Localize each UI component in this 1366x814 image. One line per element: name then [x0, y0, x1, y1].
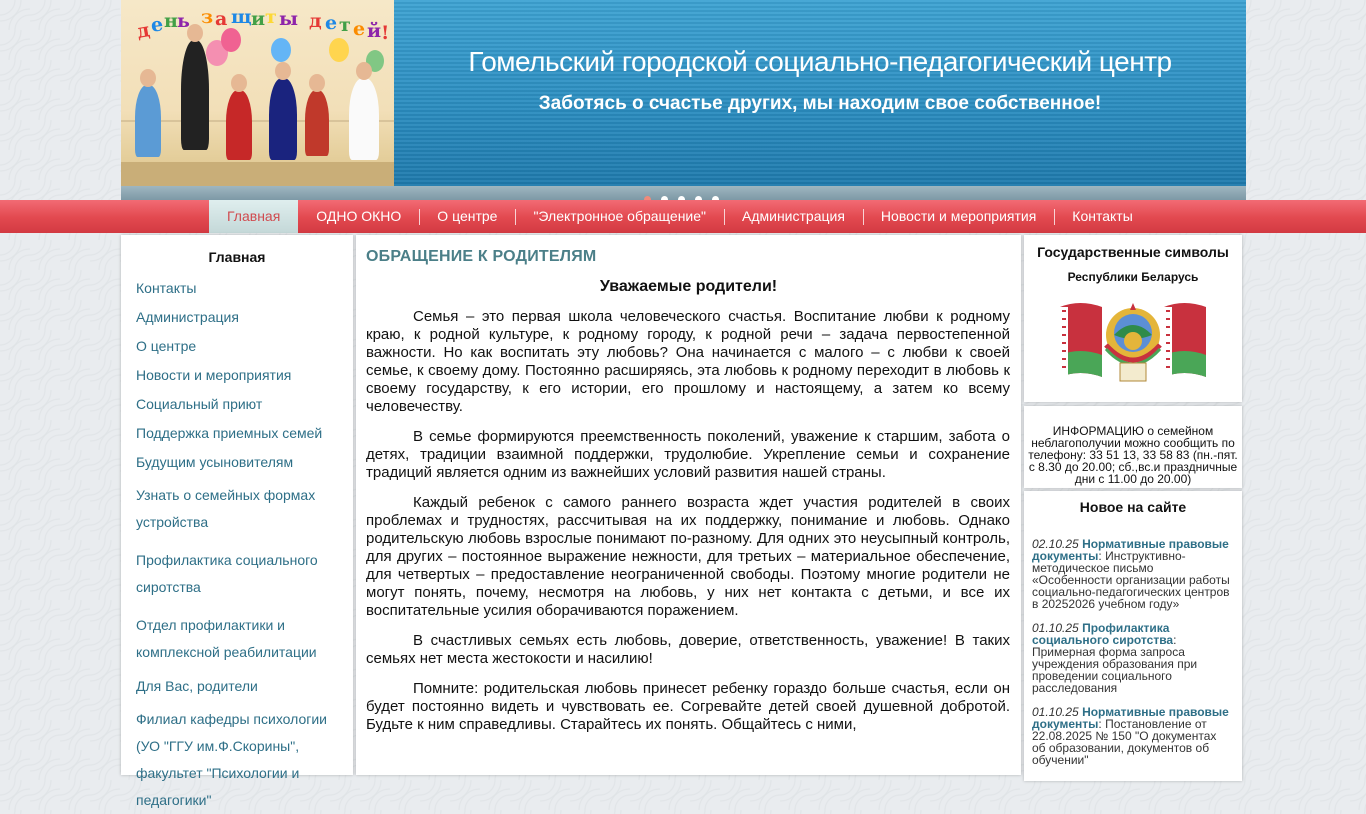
news-category-link[interactable]: Нормативные правовые документы — [1032, 537, 1229, 563]
sidebar-menu — [121, 235, 353, 808]
banner-photo — [121, 0, 394, 200]
news-title: Новое на сайте — [1079, 499, 1187, 515]
nav-administration[interactable]: Администрация — [724, 200, 863, 233]
news-block — [1024, 491, 1242, 781]
article-paragraph: Каждый ребенок с самого раннего возраста ждет участия родителей в своих проблемах и трудностях, рассчитывая на их поддержку, понимание и любовь. Однако родительскую любовь взрослые понимают по-разному. Для одних это неусыпный контроль, для других – постоянное выражение нежности, для третьих – материальное обеспечение, для четвертых – предоставление неограниченной свободы. Поэтому многие родители не могут понять, почему, несмотря на любовь, у них нет контакта с детьми, и все их воспитательные усилия оборачиваются поражением. — [366, 494, 1010, 619]
news-text: : Постановление от 22.08.2025 № 150 "О документах об образовании, документов об обучении" — [1032, 717, 1217, 767]
hotline-info: ИНФОРМАЦИЮ о семейном неблагополучии можно сообщить по телефону: 33 51 13, 33 58 83 (пн.-пят. с 8.30 до 20.00; сб.,вс.и праздничные дни с 11.00 до 20.00) — [1028, 424, 1238, 486]
page-title: ОБРАЩЕНИЕ К РОДИТЕЛЯМ — [366, 248, 597, 265]
nav-e-appeal[interactable]: "Электронное обращение" — [515, 200, 724, 233]
news-item — [1032, 706, 1230, 766]
state-symbols-image[interactable] — [1058, 295, 1208, 383]
news-date: 02.10.25 — [1032, 537, 1079, 551]
state-symbols-subtitle: Республики Беларусь — [1067, 270, 1199, 284]
site-slogan: Заботясь о счастье других, мы находим свое собственное! — [538, 93, 1102, 114]
banner-caption: д е н ь з а щ и т ы д е т е й ! — [135, 6, 390, 44]
slider-dots — [644, 190, 729, 200]
article-paragraph: Помните: родительская любовь принесет ребенку гораздо больше счастья, если он будет постоянно видеть и чувствовать ее. Согревайте детей своей душевной добротой. Будьте к ним справедливы. Старайтесь их понять. Общайтесь с ними, — [366, 680, 1010, 733]
article-paragraph: В семье формируются преемственность поколений, уважение к старшим, забота о детях, традиции взаимной поддержки, трудолюбие. Укрепление семьи и сохранение традиций является одним из важнейших условий развития нашей страны. — [366, 428, 1010, 481]
sidebar-item-orphanhood-prevention[interactable]: Профилактика социального сиротства — [136, 552, 318, 595]
sidebar-item-foster-families[interactable]: Поддержка приемных семей — [136, 425, 323, 441]
nav-about[interactable]: О центре — [419, 200, 515, 233]
main-nav — [0, 200, 1366, 233]
sidebar-item-rehabilitation[interactable]: Отдел профилактики и комплексной реабилитации — [136, 617, 317, 660]
nav-one-window[interactable]: ОДНО ОКНО — [316, 208, 402, 224]
state-symbols-block — [1024, 235, 1242, 402]
sidebar-item-psychology-branch[interactable]: Филиал кафедры психологии (УО "ГГУ им.Ф.Скорины", факультет "Психологии и педагогики" — [136, 711, 328, 808]
sidebar-item-for-parents[interactable]: Для Вас, родители — [136, 678, 258, 694]
news-list — [1032, 538, 1230, 778]
article-body — [366, 308, 1010, 746]
sidebar-item-adopters[interactable]: Будущим усыновителям — [136, 454, 294, 470]
news-text: : Инструктивно-методическое письмо «Особенности организации работы социально-педагогических центров в 20252026 учебном году» — [1032, 549, 1230, 611]
article-greeting: Уважаемые родители! — [599, 278, 778, 295]
nav-news[interactable]: Новости и мероприятия — [863, 200, 1054, 233]
article-paragraph: Семья – это первая школа человеческого счастья. Воспитание любви к родному краю, к родной культуре, к родному городу, к родной речи – задача первостепенной важности. Но как воспитать эту любовь? Она начинается с малого – с любви к своей семье, к своему дому. Постоянно расширяясь, эта любовь к родному переходит в любовь к своему государству, к его истории, его прошлому и настоящему, а затем ко всему человечеству. — [366, 308, 1010, 415]
news-date: 01.10.25 — [1032, 621, 1079, 635]
sidebar-item-administration[interactable]: Администрация — [136, 309, 239, 325]
sidebar-item-shelter[interactable]: Социальный приют — [136, 396, 263, 412]
news-category-link[interactable]: Нормативные правовые документы — [1032, 705, 1229, 731]
state-symbols-title: Государственные символы — [1037, 244, 1229, 260]
sidebar-item-about[interactable]: О центре — [136, 338, 197, 354]
news-text: : Примерная форма запроса учреждения образования при проведении социального расследования — [1032, 633, 1198, 695]
nav-contacts[interactable]: Контакты — [1054, 200, 1150, 233]
site-header — [121, 0, 1246, 200]
nav-home[interactable]: Главная — [209, 200, 298, 233]
article-paragraph: В счастливых семьях есть любовь, доверие, ответственность, уважение! В таких семьях нет места жестокости и насилию! — [366, 632, 1010, 667]
info-block — [1024, 406, 1242, 488]
sidebar-title: Главная — [208, 249, 266, 265]
sidebar-item-contacts[interactable]: Контакты — [136, 280, 197, 296]
news-category-link[interactable]: Профилактика социального сиротства — [1032, 621, 1174, 647]
main-content — [356, 235, 1021, 775]
site-title: Гомельский городской социально-педагогический центр — [468, 46, 1172, 77]
news-item — [1032, 538, 1230, 610]
news-date: 01.10.25 — [1032, 705, 1079, 719]
sidebar-item-news[interactable]: Новости и мероприятия — [136, 367, 292, 383]
news-item — [1032, 622, 1230, 694]
sidebar-item-family-forms[interactable]: Узнать о семейных формах устройства — [136, 487, 316, 530]
banner-main — [394, 0, 1246, 186]
